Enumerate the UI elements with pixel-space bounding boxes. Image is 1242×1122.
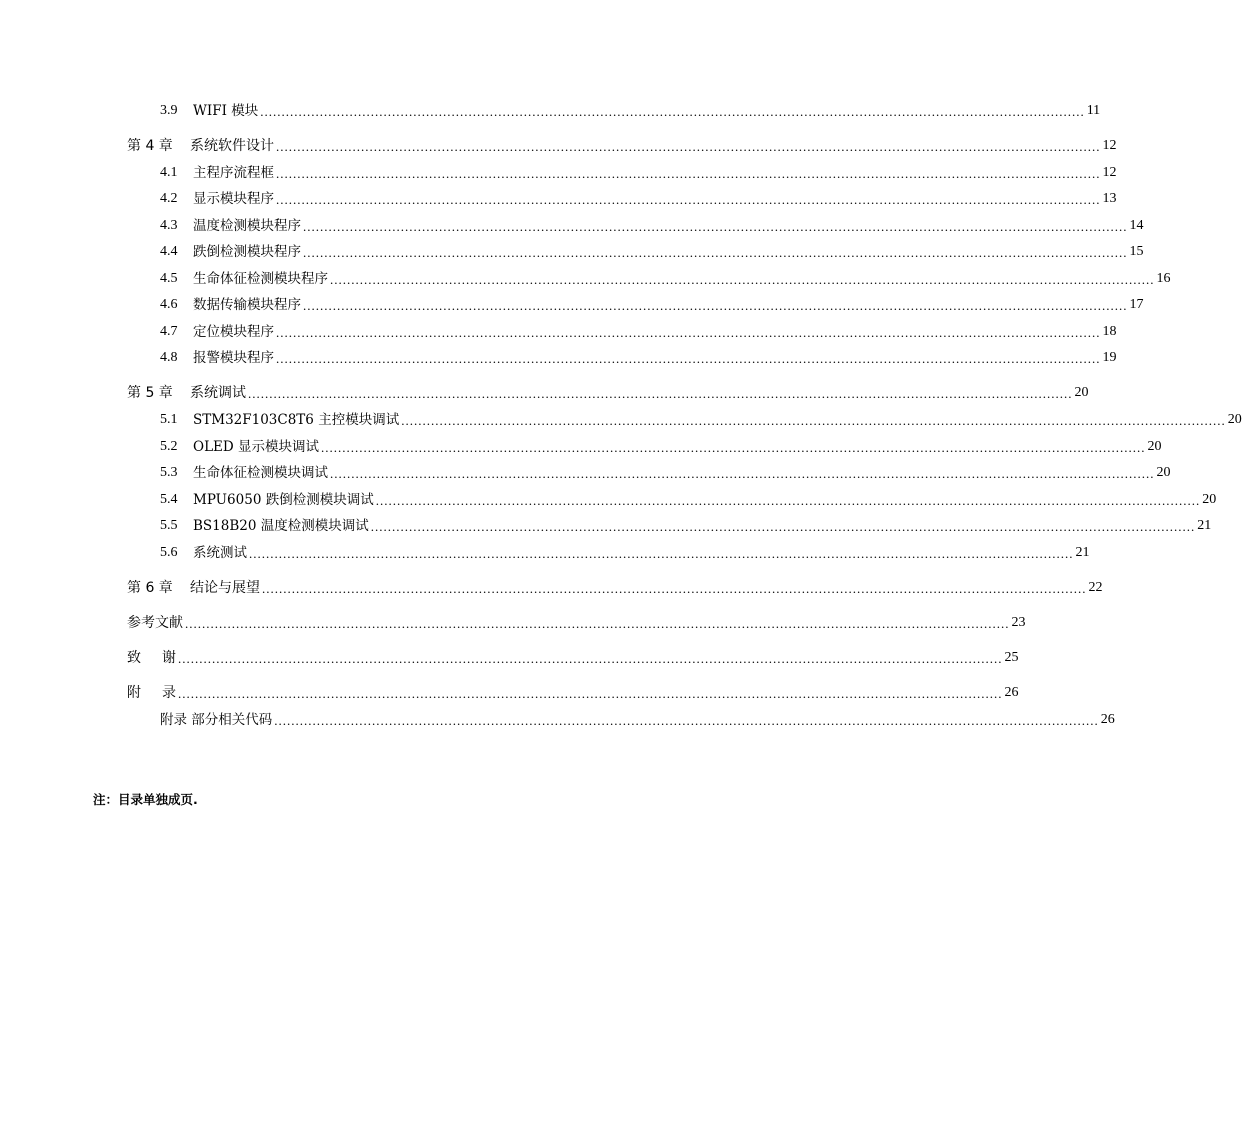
toc-entry-title: MPU6050 跌倒检测模块调试 [193,492,374,508]
toc-appendix-entry[interactable] [0,680,1019,702]
toc-entry-title: 温度检测模块程序 [193,218,301,234]
toc-entry-page: 17 [1129,297,1144,312]
dot-leader: .................................................................................................................................................................................................. [249,546,1074,561]
toc-chapter-title-spaced [127,649,176,667]
dot-leader: .................................................................................................................................................................................................. [276,192,1101,207]
dot-leader: .................................................................................................................................................................................................. [375,493,1201,508]
dot-leader: .................................................................................................................................................................................................. [276,166,1101,181]
toc-entry[interactable] [0,407,1242,429]
dot-leader: .................................................................................................................................................................................................. [321,440,1146,455]
toc-entry[interactable] [0,266,1171,288]
toc-entry-number: 5.4 [160,492,178,507]
toc-entry-page: 12 [1102,165,1117,180]
toc-entry-title: 显示模块程序 [193,191,274,207]
toc-entry[interactable] [0,345,1117,367]
toc-entry-number: 3.9 [160,103,178,118]
toc-entry-title: WIFI 模块 [193,103,259,119]
toc-entry-page: 20 [1156,465,1171,480]
toc-entry-title: 报警模块程序 [193,350,274,366]
toc-entry-page: 22 [1088,580,1103,595]
dot-leader: .................................................................................................................................................................................................. [276,351,1101,366]
toc-entry-page: 15 [1129,244,1144,259]
toc-entry[interactable] [0,213,1144,235]
appendix-char-1: 附 [127,685,141,701]
dot-leader: .................................................................................................................................................................................................. [303,245,1128,260]
toc-entry-page: 26 [1004,685,1019,700]
footnote: 注：目录单独成页. [93,792,198,807]
toc-entry-page: 16 [1156,271,1171,286]
toc-chapter-title: 参考文献 [127,615,183,631]
toc-entry-number: 4.2 [160,191,178,206]
toc-entry-number: 4.1 [160,165,178,180]
toc-entry-number: 5.5 [160,518,178,533]
toc-entry-number: 4.6 [160,297,178,312]
dot-leader: .................................................................................................................................................................................................. [260,104,1085,119]
toc-entry-page: 19 [1102,350,1117,365]
toc-entry[interactable] [0,292,1144,314]
toc-entry-page: 14 [1129,218,1144,233]
toc-entry[interactable] [0,319,1117,341]
toc-entry[interactable] [0,434,1162,456]
toc-acknowledgement-entry[interactable] [0,645,1019,667]
toc-chapter-number: 第 4 章 [127,138,173,154]
dot-leader: .................................................................................................................................................................................................. [178,651,1003,666]
toc-entry[interactable] [0,460,1171,482]
appendix-char-2: 录 [162,685,176,701]
toc-entry[interactable] [0,487,1217,509]
toc-chapter-entry[interactable] [0,133,1117,155]
toc-entry-title: 生命体征检测模块调试 [193,465,328,481]
toc-entry-page: 23 [1011,615,1026,630]
dot-leader: .................................................................................................................................................................................................. [330,466,1155,481]
toc-entry[interactable] [0,160,1117,182]
toc-entry[interactable] [0,707,1115,729]
toc-entry-title: 附录 部分相关代码 [160,712,273,728]
dot-leader: .................................................................................................................................................................................................. [276,325,1101,340]
dot-leader: .................................................................................................................................................................................................. [185,616,1010,631]
toc-entry[interactable] [0,540,1090,562]
toc-chapter-number: 第 5 章 [127,385,173,401]
dot-leader: .................................................................................................................................................................................................. [248,386,1073,401]
dot-leader: .................................................................................................................................................................................................. [303,219,1128,234]
toc-entry-page: 20 [1202,492,1217,507]
dot-leader: .................................................................................................................................................................................................. [330,272,1155,287]
toc-entry-page: 20 [1227,412,1242,427]
acknowledgement-char-2: 谢 [162,650,176,666]
toc-entry-number: 4.3 [160,218,178,233]
toc-entry-page: 25 [1004,650,1019,665]
toc-chapter-number: 第 6 章 [127,580,173,596]
dot-leader: .................................................................................................................................................................................................. [401,413,1226,428]
toc-entry[interactable] [0,186,1117,208]
toc-entry-page: 21 [1197,518,1212,533]
toc-entry[interactable] [0,513,1212,535]
toc-entry-page: 20 [1147,439,1162,454]
toc-entry-title: 系统测试 [193,545,247,561]
toc-entry[interactable] [0,239,1144,261]
toc-references-entry[interactable] [0,610,1026,632]
toc-entry-number: 4.8 [160,350,178,365]
dot-leader: .................................................................................................................................................................................................. [276,139,1101,154]
toc-entry-title: OLED 显示模块调试 [193,439,320,455]
toc-entry-number: 5.1 [160,412,178,427]
toc-entry-page: 13 [1102,191,1117,206]
toc-entry-number: 5.6 [160,545,178,560]
toc-entry-title: BS18B20 温度检测模块调试 [193,518,369,534]
toc-entry-page: 20 [1074,385,1089,400]
toc-entry-title: 跌倒检测模块程序 [193,244,301,260]
toc-entry-page: 26 [1100,712,1115,727]
toc-entry-title: 生命体征检测模块程序 [193,271,328,287]
toc-entry-title: 数据传输模块程序 [193,297,301,313]
dot-leader: .................................................................................................................................................................................................. [370,519,1196,534]
toc-chapter-entry[interactable] [0,575,1103,597]
dot-leader: .................................................................................................................................................................................................. [262,581,1087,596]
acknowledgement-char-1: 致 [127,650,141,666]
toc-entry-page: 21 [1075,545,1090,560]
toc-entry-title: STM32F103C8T6 主控模块调试 [193,412,400,428]
toc-chapter-title: 系统软件设计 [190,138,274,154]
toc-chapter-entry[interactable] [0,380,1089,402]
dot-leader: .................................................................................................................................................................................................. [303,298,1128,313]
toc-chapter-title: 系统调试 [190,385,246,401]
toc-entry[interactable] [0,98,1101,120]
toc-entry-title: 主程序流程框 [193,165,274,181]
toc-chapter-title: 结论与展望 [190,580,260,596]
toc-chapter-title-spaced [127,684,176,702]
toc-entry-number: 5.3 [160,465,178,480]
toc-entry-number: 4.7 [160,324,178,339]
dot-leader: .................................................................................................................................................................................................. [274,713,1099,728]
toc-entry-page: 12 [1102,138,1117,153]
dot-leader: .................................................................................................................................................................................................. [178,686,1003,701]
toc-entry-number: 5.2 [160,439,178,454]
toc-entry-title: 定位模块程序 [193,324,274,340]
toc-entry-page: 18 [1102,324,1117,339]
toc-entry-number: 4.5 [160,271,178,286]
toc-entry-number: 4.4 [160,244,178,259]
toc-entry-page: 11 [1086,103,1101,118]
